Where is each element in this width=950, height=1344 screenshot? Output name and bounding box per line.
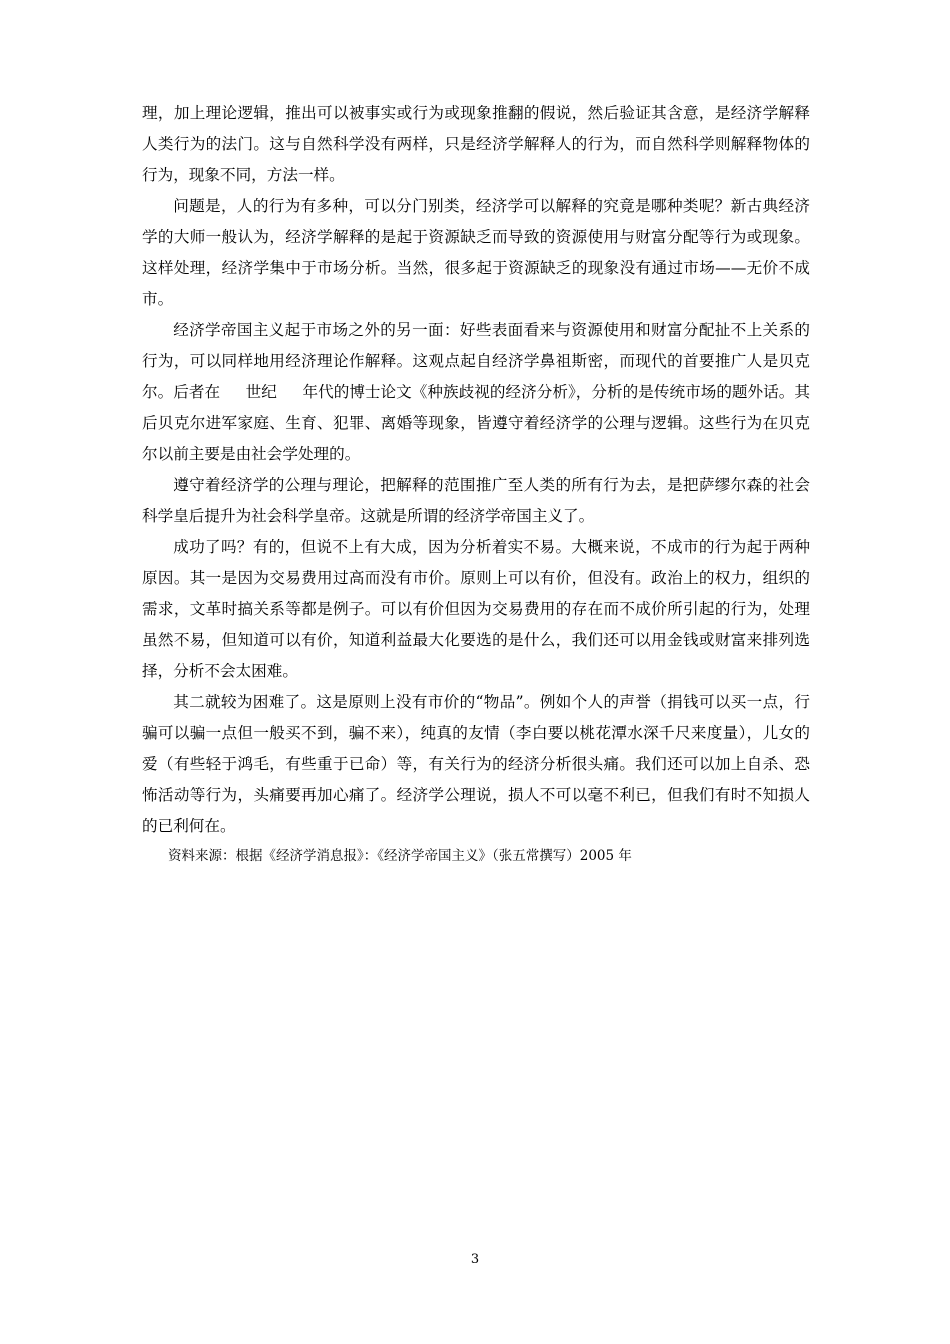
paragraph-6: 其二就较为困难了。这是原则上没有市价的“物品”。例如个人的声誉（捐钱可以买一点，行骗可以骗一点但一般买不到，骗不来），纯真的友情（李白要以桃花潭水深千尺来度量），儿女的爱（有些轻于鸿毛，有些重于已命）等，有关行为的经济分析很头痛。我们还可以加上自杀、恐怖活动等行为，头痛要再加心痛了。经济学公理说，损人不可以毫不利已，但我们有时不知损人的已利何在。: [142, 693, 810, 835]
page-number: 3: [470, 1252, 480, 1267]
paragraph-3: 经济学帝国主义起于市场之外的另一面：好些表面看来与资源使用和财富分配扯不上关系的行为，可以同样地用经济理论作解释。这观点起自经济学鼻祖斯密，而现代的首要推广人是贝克尔。后者在 世纪 年代的博士论文《种族歧视的经济分析》，分析的是传统市场的题外话。其后贝克尔进军家庭、生育、犯罪、离婚等现象，皆遵守着经济学的公理与逻辑。这些行为在贝克尔以前主要是由社会学处理的。: [142, 321, 810, 463]
paragraph-4: 遵守着经济学的公理与理论，把解释的范围推广至人类的所有行为去，是把萨缪尔森的社会科学皇后提升为社会科学皇帝。这就是所谓的经济学帝国主义了。: [142, 476, 810, 525]
paragraph-1: 理，加上理论逻辑，推出可以被事实或行为或现象推翻的假说，然后验证其含意，是经济学解释人类行为的法门。这与自然科学没有两样，只是经济学解释人的行为，而自然科学则解释物体的行为，现象不同，方法一样。: [142, 104, 810, 184]
body-text: [142, 98, 810, 869]
paragraph-5: 成功了吗？有的，但说不上有大成，因为分析着实不易。大概来说，不成市的行为起于两种原因。其一是因为交易费用过高而没有市价。原则上可以有价，但没有。政治上的权力，组织的需求，文革时搞关系等都是例子。可以有价但因为交易费用的存在而不成价所引起的行为，处理虽然不易，但知道可以有价，知道利益最大化要选的是什么，我们还可以用金钱或财富来排列选择，分析不会太困难。: [142, 538, 810, 680]
source-note: 资料来源：根据《经济学消息报》：《经济学帝国主义》（张五常撰写）2005 年: [168, 848, 632, 864]
paragraph-2: 问题是，人的行为有多种，可以分门别类，经济学可以解释的究竟是哪种类呢？新古典经济学的大师一般认为，经济学解释的是起于资源缺乏而导致的资源使用与财富分配等行为或现象。这样处理，经济学集中于市场分析。当然，很多起于资源缺乏的现象没有通过市场——无价不成市。: [142, 197, 810, 308]
